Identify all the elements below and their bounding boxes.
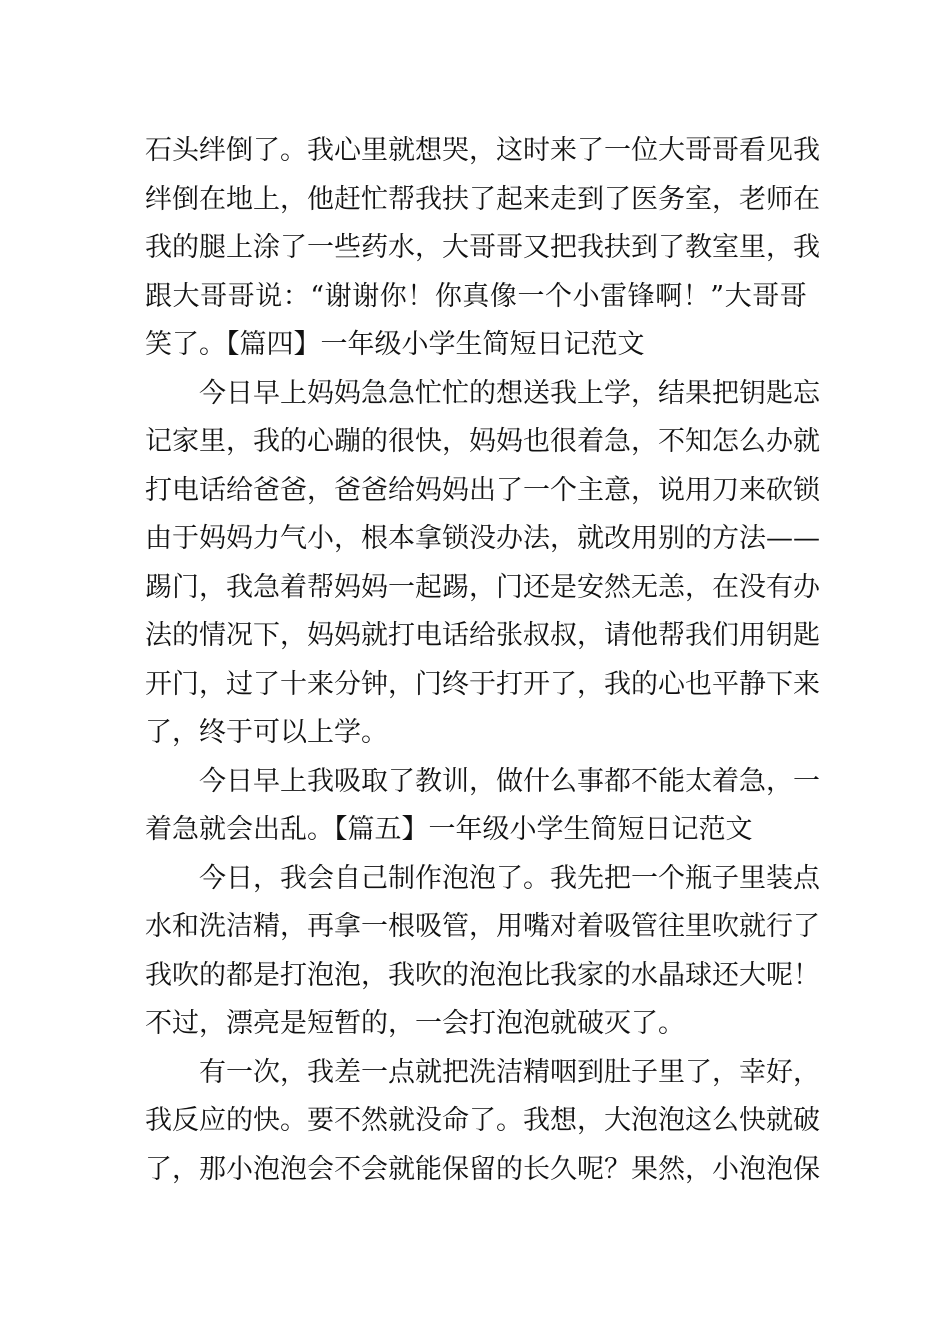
text-line: 笑了。【篇四】一年级小学生简短日记范文 (145, 329, 645, 360)
text-line: 我 吹 的 都 是 打 泡 泡 ， 我 吹 的 泡 泡 比 我 家 的 水 晶 球 还 大 呢 ！ (145, 959, 820, 991)
text-line: 我 反 应 的 快 。 要 不 然 就 没 命 了 。 我 想 ， 大 泡 泡 这 么 快 就 破 (145, 1105, 820, 1136)
text-line: 绊 倒 在 地 上 ， 他 赶 忙 帮 我 扶 了 起 来 走 到 了 医 务 室 ， 老 师 在 (145, 183, 820, 215)
text-line: 由 于 妈 妈 力 气 小 ， 根 本 拿 锁 没 办 法 ， 就 改 用 别 的 方 法 — — (145, 523, 820, 554)
text-line: 不过，漂亮是短暂的，一会打泡泡就破灭了。 (145, 1008, 685, 1039)
text-line: 今 日 早 上 我 吸 取 了 教 训 ， 做 什 么 事 都 不 能 太 着 急 ， 一 (199, 765, 820, 797)
text-line: 我 的 腿 上 涂 了 一 些 药 水 ， 大 哥 哥 又 把 我 扶 到 了 教 室 里 ， 我 (145, 232, 820, 263)
text-line: 石 头 绊 倒 了 。 我 心 里 就 想 哭 ， 这 时 来 了 一 位 大 哥 哥 看 见 我 (145, 135, 820, 166)
text-line: 了 ， 那 小 泡 泡 会 不 会 就 能 保 留 的 长 久 呢 ？ 果 然 ， 小 泡 泡 保 (145, 1153, 820, 1185)
text-line: 有 一 次 ， 我 差 一 点 就 把 洗 洁 精 咽 到 肚 子 里 了 ， 幸 好 ， (199, 1056, 820, 1088)
text-line: 记 家 里 ， 我 的 心 蹦 的 很 快 ， 妈 妈 也 很 着 急 ， 不 知 怎 么 办 就 (145, 426, 820, 457)
document-body (145, 127, 820, 1194)
text-line: 着急就会出乱。【篇五】一年级小学生简短日记范文 (145, 814, 753, 845)
text-line: 今 日 ， 我 会 自 己 制 作 泡 泡 了 。 我 先 把 一 个 瓶 子 里 装 点 (199, 862, 820, 894)
text-line: 法 的 情 况 下 ， 妈 妈 就 打 电 话 给 张 叔 叔 ， 请 他 帮 我 们 用 钥 匙 (145, 620, 820, 651)
text-line: 了，终于可以上学。 (145, 717, 388, 748)
text-line: 踢 门 ， 我 急 着 帮 妈 妈 一 起 踢 ， 门 还 是 安 然 无 恙 ， 在 没 有 办 (145, 571, 820, 603)
text-line: 水 和 洗 洁 精 ， 再 拿 一 根 吸 管 ， 用 嘴 对 着 吸 管 往 里 吹 就 行 了 (145, 911, 820, 942)
text-line: 跟 大 哥 哥 说 ： “ 谢 谢 你 ！ 你 真 像 一 个 小 雷 锋 啊 ！ ” 大 哥 哥 (145, 280, 807, 312)
text-line: 打 电 话 给 爸 爸 ， 爸 爸 给 妈 妈 出 了 一 个 主 意 ， 说 用 刀 来 砍 锁 (145, 474, 820, 506)
text-line: 开 门 ， 过 了 十 来 分 钟 ， 门 终 于 打 开 了 ， 我 的 心 也 平 静 下 来 (145, 668, 820, 700)
text-line: 今 日 早 上 妈 妈 急 急 忙 忙 的 想 送 我 上 学 ， 结 果 把 钥 匙 忘 (199, 377, 820, 409)
